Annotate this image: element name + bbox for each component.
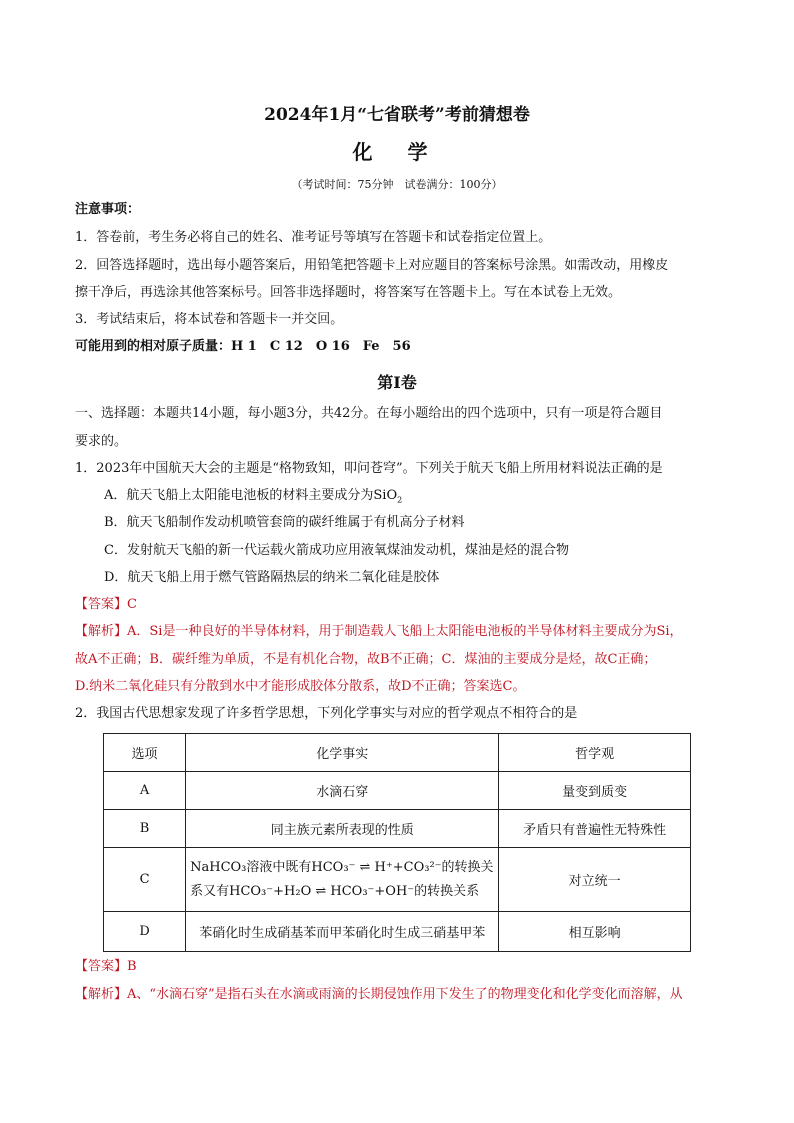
table-cell-option: B <box>104 810 186 848</box>
table-header-option: 选项 <box>104 734 186 772</box>
table-row <box>104 810 691 848</box>
exam-title: 2024年1月“七省联考”考前猜想卷 <box>264 105 530 125</box>
table-row <box>104 912 691 952</box>
q2-analysis: 【解析】A、“水滴石穿”是指石头在水滴或雨滴的长期侵蚀作用下发生了的物理变化和化学变化而溶解，从 <box>75 987 683 1002</box>
notice-heading: 注意事项： <box>75 202 141 217</box>
atomic-masses: 可能用到的相对原子质量：H 1 C 12 O 16 Fe 56 <box>75 339 411 354</box>
q1-analysis-cont-1: 故A不正确；B．碳纤维为单质，不是有机化合物，故B不正确；C．煤油的主要成分是烃，故C正确； <box>75 652 657 667</box>
table-cell-option: A <box>104 772 186 810</box>
table-row <box>104 772 691 810</box>
notice-item-1: 1．答卷前，考生务必将自己的姓名、准考证号等填写在答题卡和试卷指定位置上。 <box>75 230 552 245</box>
q2-stem: 2．我国古代思想家发现了许多哲学思想，下列化学事实与对应的哲学观点不相符合的是 <box>75 706 578 721</box>
table-cell-view: 量变到质变 <box>499 772 691 810</box>
subject-title: 化 学 <box>352 140 442 164</box>
q1-option-b: B．航天飞船制作发动机喷管套筒的碳纤维属于有机高分子材料 <box>104 515 465 530</box>
q2-table <box>103 733 691 952</box>
table-header-row <box>104 734 691 772</box>
q2-answer: 【答案】B <box>75 959 137 974</box>
table-cell-view: 对立统一 <box>499 848 691 912</box>
table-cell-option: C <box>104 848 186 912</box>
fact-line: 系又有HCO₃⁻+H₂O ⇌ HCO₃⁻+OH⁻的转换关系 <box>190 883 480 899</box>
table-cell-fact: 同主族元素所表现的性质 <box>186 810 499 848</box>
exam-info: （考试时间：75分钟 试卷满分：100分） <box>291 178 503 191</box>
table-cell-view: 相互影响 <box>499 912 691 952</box>
notice-item-2-cont: 擦干净后，再选涂其他答案标号。回答非选择题时，将答案写在答题卡上。写在本试卷上无效。 <box>75 285 622 300</box>
q1-answer: 【答案】C <box>75 597 137 612</box>
table-header-fact: 化学事实 <box>186 734 499 772</box>
section-instructions: 一、选择题：本题共14小题，每小题3分，共42分。在每小题给出的四个选项中，只有一项是符合题目 <box>75 406 663 421</box>
q1-analysis: 【解析】A．Si是一种良好的半导体材料，用于制造载人飞船上太阳能电池板的半导体材料主要成分为Si， <box>75 624 683 639</box>
table-cell-fact <box>186 848 499 912</box>
table-row <box>104 848 691 912</box>
section-instructions-cont: 要求的。 <box>75 434 128 449</box>
q1-option-c: C．发射航天飞船的新一代运载火箭成功应用液氧煤油发动机，煤油是烃的混合物 <box>104 543 569 558</box>
table-cell-fact: 苯硝化时生成硝基苯而甲苯硝化时生成三硝基甲苯 <box>186 912 499 952</box>
section-title: 第Ⅰ卷 <box>377 373 417 392</box>
table-header-view: 哲学观 <box>499 734 691 772</box>
notice-item-3: 3．考试结束后，将本试卷和答题卡一并交回。 <box>75 312 344 327</box>
q1-option-d: D．航天飞船上用于燃气管路隔热层的纳米二氧化硅是胶体 <box>104 570 440 585</box>
table-cell-view: 矛盾只有普遍性无特殊性 <box>499 810 691 848</box>
table-cell-option: D <box>104 912 186 952</box>
table-cell-fact: 水滴石穿 <box>186 772 499 810</box>
q1-stem: 1．2023年中国航天大会的主题是“格物致知，叩问苍穹”。下列关于航天飞船上所用材料说法正确的是 <box>75 461 663 476</box>
q1-option-a: A．航天飞船上太阳能电池板的材料主要成分为SiO$_2$ <box>104 488 403 505</box>
fact-line: NaHCO₃溶液中既有HCO₃⁻ ⇌ H⁺+CO₃²⁻的转换关 <box>190 859 494 875</box>
q1-analysis-cont-2: D.纳米二氧化硅只有分散到水中才能形成胶体分散系，故D不正确；答案选C。 <box>75 679 526 694</box>
notice-item-2: 2．回答选择题时，选出每小题答案后，用铅笔把答题卡上对应题目的答案标号涂黑。如需改动，用橡皮 <box>75 258 669 273</box>
